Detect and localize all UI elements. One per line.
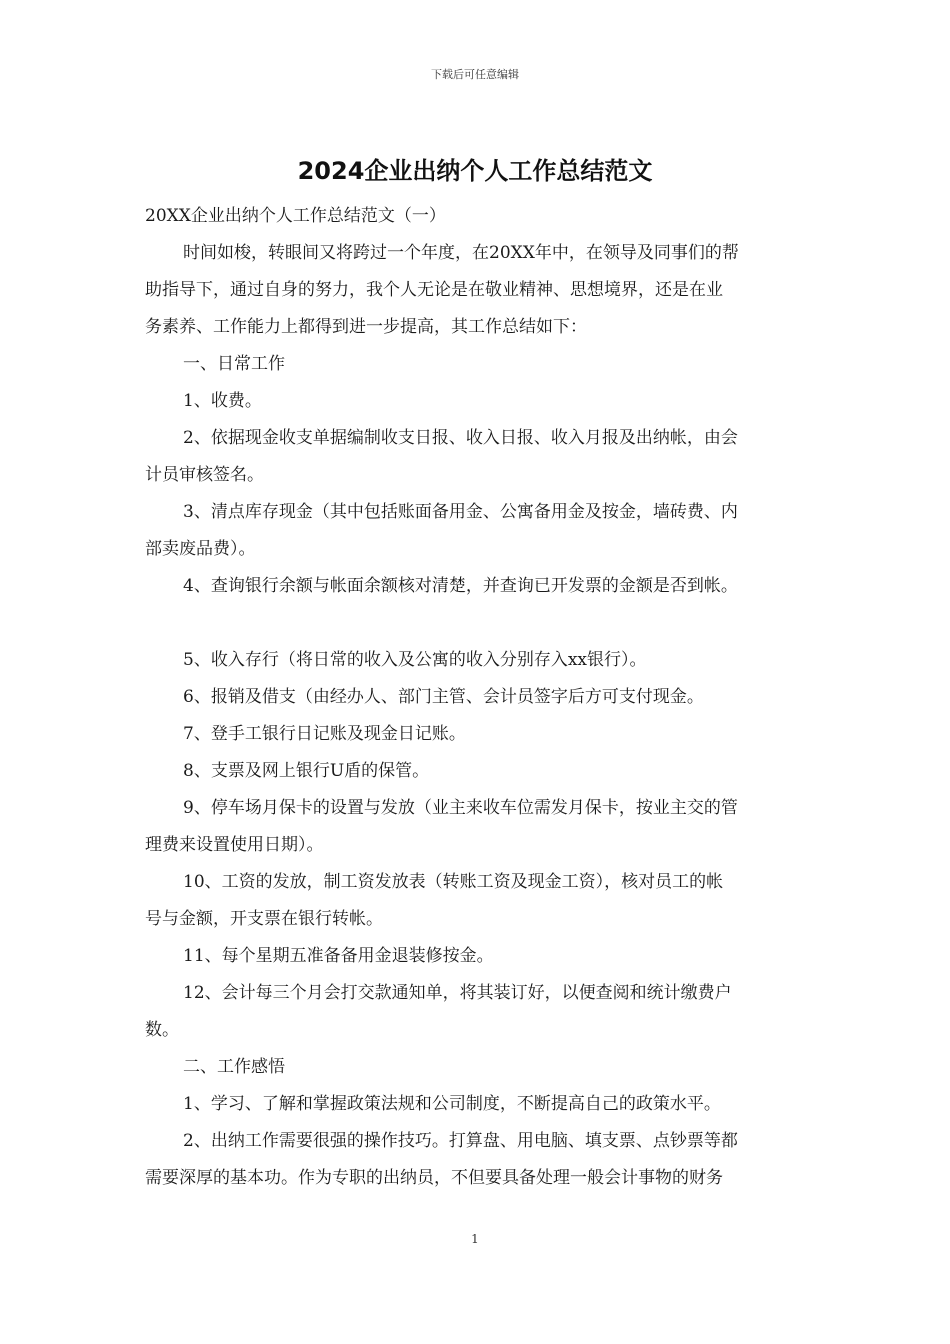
list-item: 1、学习、了解和掌握政策法规和公司制度，不断提高自己的政策水平。 xyxy=(183,1094,721,1114)
blank-line xyxy=(145,605,805,642)
paragraph-line: 时间如梭，转眼间又将跨过一个年度，在20XX年中，在领导及同事们的帮 xyxy=(183,243,739,263)
list-item: 4、查询银行余额与帐面余额核对清楚，并查询已开发票的金额是否到帐。 xyxy=(183,576,738,596)
section-heading: 二、工作感悟 xyxy=(183,1057,285,1077)
list-item: 10、工资的发放，制工资发放表（转账工资及现金工资），核对员工的帐 xyxy=(183,872,724,892)
list-item: 5、收入存行（将日常的收入及公寓的收入分别存入xx银行）。 xyxy=(183,650,647,670)
paragraph-line: 务素养、工作能力上都得到进一步提高，其工作总结如下： xyxy=(145,317,587,337)
header-note: 下载后可任意编辑 xyxy=(431,68,519,81)
list-item: 2、依据现金收支单据编制收支日报、收入日报、收入月报及出纳帐，由会 xyxy=(183,428,738,448)
list-item: 8、支票及网上银行U盾的保管。 xyxy=(183,761,430,781)
list-item-continuation: 数。 xyxy=(145,1020,179,1040)
list-item: 9、停车场月保卡的设置与发放（业主来收车位需发月保卡，按业主交的管 xyxy=(183,798,738,818)
page-number: 1 xyxy=(471,1232,479,1246)
section-heading: 一、日常工作 xyxy=(183,354,285,374)
list-item-continuation: 部卖废品费）。 xyxy=(145,539,256,559)
list-item: 11、每个星期五准备备用金退装修按金。 xyxy=(183,946,494,966)
list-item-continuation: 号与金额，开支票在银行转帐。 xyxy=(145,909,383,929)
list-item: 7、登手工银行日记账及现金日记账。 xyxy=(183,724,466,744)
list-item-continuation: 计员审核签名。 xyxy=(145,465,264,485)
list-item-continuation: 需要深厚的基本功。作为专职的出纳员，不但要具备处理一般会计事物的财务 xyxy=(145,1168,723,1188)
document-body xyxy=(145,198,805,1197)
list-item: 12、会计每三个月会打交款通知单，将其装订好，以便查阅和统计缴费户 xyxy=(183,983,732,1003)
list-item-continuation: 理费来设置使用日期）。 xyxy=(145,835,324,855)
list-item: 2、出纳工作需要很强的操作技巧。打算盘、用电脑、填支票、点钞票等都 xyxy=(183,1131,738,1151)
list-item: 6、报销及借支（由经办人、部门主管、会计员签字后方可支付现金。 xyxy=(183,687,704,707)
section-subtitle: 20XX企业出纳个人工作总结范文（一） xyxy=(145,206,446,226)
list-item: 3、清点库存现金（其中包括账面备用金、公寓备用金及按金，墙砖费、内 xyxy=(183,502,738,522)
document-title: 2024企业出纳个人工作总结范文 xyxy=(297,157,653,185)
list-item: 1、收费。 xyxy=(183,391,262,411)
paragraph-line: 助指导下，通过自身的努力，我个人无论是在敬业精神、思想境界，还是在业 xyxy=(145,280,723,300)
